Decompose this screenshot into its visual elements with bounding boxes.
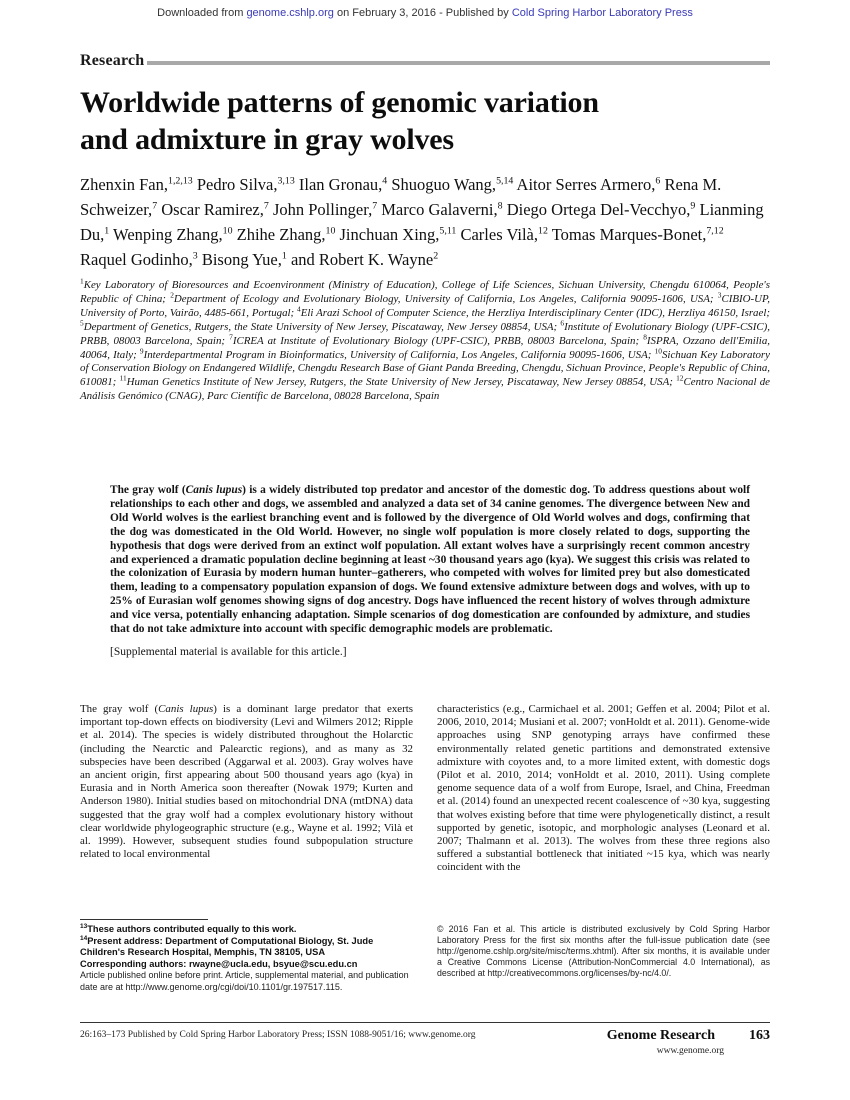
author-affiliation-block	[80, 172, 770, 404]
affiliation-list: $^1$Key Laboratory of Bioresources and Ecoenvironment (Ministry of Education), College of Life Sciences, Sichuan University, Chengdu 610064, People's Republic of China; $^2$Department of Ecology and Evolutionary Biology, University of California, Los Angeles, California 90095-1606, USA; $^3$CIBIO-UP, University of Porto, Vairão, 4485-661, Portugal; $^4$Eli Arazi School of Computer Science, the Herzliya Interdisciplinary Center (IDC), Herzliya 46150, Israel; $^5$Department of Genetics, Rutgers, the State University of New Jersey, Piscataway, New Jersey 08854, USA; $^6$Institute of Evolutionary Biology (UPF-CSIC), PRBB, 08003 Barcelona, Spain; $^7$ICREA at Institute of Evolutionary Biology (UPF-CSIC), PRBB, 08003 Barcelona, Spain; $^8$ISPRA, Ozzano dell'Emilia, 40064, Italy; $^9$Interdepartmental Program in Bioinformatics, University of California, Los Angeles, California 90095-1606, USA; $^{10}$Sichuan Key Laboratory of Conservation Biology on Endangered Wildlife, Chengdu Research Base of Giant Panda Breeding, Chengdu, Sichuan Province, People's Republic of China, 610081; $^{11}$Human Genetics Institute of New Jersey, Rutgers, the State University of New Jersey, Piscataway, New Jersey 08854, USA; $^{12}$Centro Nacional de Análisis Genómico (CNAG), Parc Científic de Barcelona, 08028 Barcelona, Spain	[80, 276, 770, 403]
footnote-corresponding-authors[interactable]: Corresponding authors: rwayne@ucla.edu, bsyue@scu.edu.cn	[80, 958, 358, 969]
supplemental-note: [Supplemental material is available for this article.]	[110, 645, 347, 658]
copyright-notice: © 2016 Fan et al. This article is distributed exclusively by Cold Spring Harbor Laboratory Press for the first six months after the full-issue publication date (see http://genome.cshlp.org/site/misc/terms.xhtml). After six months, it is available under a Creative Commons License (Attribution-NonCommercial 4.0 International), as described at http://creativecommons.org/licenses/by-nc/4.0/.	[437, 924, 770, 978]
footer-rule	[80, 1022, 770, 1023]
article-title-line-2: and admixture in gray wolves	[80, 123, 454, 156]
abstract-text: The gray wolf (Canis lupus) is a widely distributed top predator and ancestor of the domestic dog. To address questions about wolf relationships to each other and dogs, we assembled and analyzed a data set of 34 canine genomes. The divergence between New and Old World wolves is the earliest branching event and is followed by the divergence of Old World wolves and dogs, confirming that the dog was domesticated in the Old World. However, no single wolf population is more closely related to dogs, supporting the hypothesis that dogs were derived from an extinct wolf population. All extant wolves have a surprisingly recent common ancestry and experienced a dramatic population decline beginning at least ~30 thousand years ago (kya). We suggest this crisis was related to the colonization of Eurasia by modern human hunter–gatherers, who competed with wolves for limited prey but also domesticated them, leading to a compensatory population expansion of dogs. We found extensive admixture between dogs and wolves, with up to 25% of Eurasian wolf genomes showing signs of dog ancestry. Dogs have influenced the recent history of wolves through admixture and vice versa, potentially enhancing adaptation. Simple scenarios of dog domestication are confounded by admixture, and studies that do not take admixture into account with specific demographic models are problematic.	[110, 484, 750, 636]
download-banner: Downloaded from genome.cshlp.org on February 3, 2016 - Published by Cold Spring Harbor Laboratory Press	[157, 7, 693, 19]
journal-website[interactable]: www.genome.org	[656, 1046, 724, 1056]
abstract-block	[110, 484, 750, 660]
journal-name: Genome Research	[606, 1028, 715, 1043]
body-column-left	[80, 703, 413, 915]
article-title-line-1: Worldwide patterns of genomic variation	[80, 86, 599, 119]
body-paragraph-right: characteristics (e.g., Carmichael et al. 2001; Geffen et al. 2004; Pilot et al. 2006, 2010, 2014; Musiani et al. 2007; vonHoldt et al. 2011). Genome-wide approaches using SNP genotyping arrays have confirmed these environmentally related genetic partitions and demonstrated extensive admixture with coyotes and, to a more limited extent, with domestic dogs (Pilot et al. 2010, 2014; vonHoldt et al. 2010, 2011). Using complete genome sequence data of a wolf from Europe, Israel, and China, Freedman et al. (2014) found an unexpected recent coalescence of ~30 kya, suggesting that wolves existing before that time were phylogenetically distinct, a result supported by genetic, isotopic, and morphologic analyses (Leonard et al. 2007; Thalmann et al. 2013). The wolves from these three regions also suffered a substantial bottleneck that initiated ~15 kya, which was nearly coincident with the	[437, 703, 770, 874]
footnote-present-address: $^{14}$Present address: Department of Computational Biology, St. Jude Children's Research Hospital, Memphis, TN 38105, USA	[80, 934, 374, 958]
footnote-equal-contribution: $^{13}$These authors contributed equally to this work.	[80, 922, 297, 934]
author-list: Zhenxin Fan,$^{1,2,13}$ Pedro Silva,$^{3,13}$ Ilan Gronau,$^4$ Shuoguo Wang,$^{5,14}$ Aitor Serres Armero,$^6$ Rena M. Schweizer,$^7$ Oscar Ramirez,$^7$ John Pollinger,$^7$ Marco Galaverni,$^8$ Diego Ortega Del-Vecchyo,$^9$ Lianming Du,$^1$ Wenping Zhang,$^{10}$ Zhihe Zhang,$^{10}$ Jinchuan Xing,$^{5,11}$ Carles Vilà,$^{12}$ Tomas Marques-Bonet,$^{7,12}$ Raquel Godinho,$^3$ Bisong Yue,$^1$ and Robert K. Wayne$^2$	[80, 175, 764, 269]
section-label: Research	[80, 52, 145, 69]
page-number: 163	[749, 1028, 770, 1043]
footer-journal-block	[607, 1026, 770, 1057]
link[interactable]: genome.cshlp.org	[246, 7, 334, 19]
body-column-right	[437, 703, 770, 920]
journal-line	[607, 1026, 770, 1044]
article-title	[80, 84, 770, 158]
body-paragraph-left: The gray wolf (Canis lupus) is a dominant large predator that exerts important top-down effects on biodiversity (Levi and Wilmers 2012; Ripple et al. 2014). The species is widely distributed throughout the Holarctic (including the Nearctic and Palearctic regions), and as many as 32 subspecies have been described (Aggarwal et al. 2003). Gray wolves have an ancient origin, first appearing about 500 thousand years ago (kya) in Eurasia and in North America soon thereafter (Nowak 1979; Kurten and Anderson 1980). Initial studies based on mitochondrial DNA (mtDNA) data suggested that the gray wolf had a complex evolutionary history without clear worldwide phylogeographic structure (e.g., Wayne et al. 1992; Vilà et al. 1999). However, subsequent studies found subpopulation structure related to local environmental	[80, 703, 413, 861]
footnotes-block	[80, 924, 415, 993]
section-header	[80, 52, 770, 70]
footer-citation: 26:163–173 Published by Cold Spring Harbor Laboratory Press; ISSN 1088-9051/16; www.genome.org	[80, 1030, 476, 1040]
footnote-rule	[80, 919, 208, 920]
header-rule	[147, 61, 770, 65]
footnote-article-doi[interactable]: Article published online before print. Article, supplemental material, and publication date are at http://www.genome.org/cgi/doi/10.1101/gr.197517.115.	[80, 970, 409, 992]
link[interactable]: Cold Spring Harbor Laboratory Press	[511, 7, 693, 19]
